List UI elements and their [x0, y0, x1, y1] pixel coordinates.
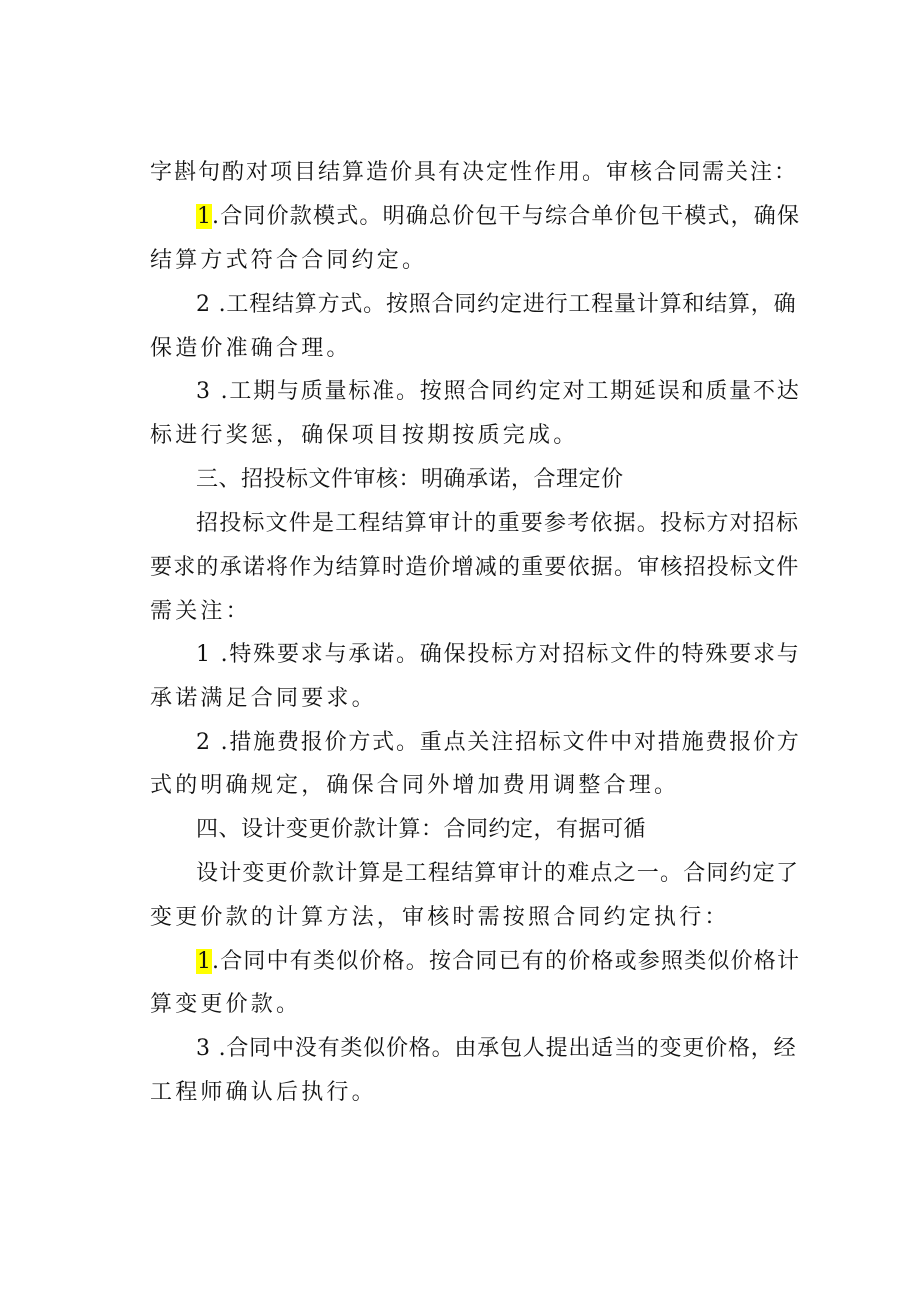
list-item-line: 2 .工程结算方式。按照合同约定进行工程量计算和结算，确 — [196, 292, 797, 317]
paragraph-line: 需关注： — [150, 599, 251, 624]
list-item-line: 3 .工期与质量标准。按照合同约定对工期延误和质量不达 — [196, 379, 801, 404]
list-item-line — [196, 947, 800, 977]
list-item-line — [196, 202, 800, 232]
paragraph-line: 设计变更价款计算是工程结算审计的难点之一。合同约定了 — [196, 861, 800, 886]
list-item-text: .合同价款模式。明确总价包干与综合单价包干模式，确保 — [212, 204, 801, 229]
highlighted-number: 1 — [197, 204, 211, 229]
paragraph-line: 招投标文件是工程结算审计的重要参考依据。投标方对招标 — [196, 511, 800, 536]
list-item-line: 算变更价款。 — [150, 992, 302, 1017]
list-item-line: 2 .措施费报价方式。重点关注招标文件中对措施费报价方 — [196, 730, 801, 755]
list-item-line: 式的明确规定，确保合同外增加费用调整合理。 — [150, 773, 680, 798]
paragraph-line: 字斟句酌对项目结算造价具有决定性作用。审核合同需关注： — [150, 160, 799, 185]
paragraph-line: 变更价款的计算方法，审核时需按照合同约定执行： — [150, 905, 730, 930]
list-item-line: 3 .合同中没有类似价格。由承包人提出适当的变更价格，经 — [196, 1036, 797, 1061]
list-item-line: 标进行奖惩，确保项目按期按质完成。 — [150, 423, 579, 448]
list-item-line: 保造价准确合理。 — [150, 336, 352, 361]
highlighted-number: 1 — [197, 949, 211, 974]
section-heading: 四、设计变更价款计算：合同约定，有据可循 — [196, 817, 647, 842]
list-item-line: 承诺满足合同要求。 — [150, 686, 377, 711]
paragraph-line: 要求的承诺将作为结算时造价增减的重要依据。审核招投标文件 — [150, 555, 800, 580]
list-item-line: 工程师确认后执行。 — [150, 1080, 377, 1105]
list-item-text: .合同中有类似价格。按合同已有的价格或参照类似价格计 — [212, 949, 801, 974]
section-heading: 三、招投标文件审核：明确承诺，合理定价 — [196, 467, 624, 492]
list-item-line: 1 .特殊要求与承诺。确保投标方对招标文件的特殊要求与 — [196, 642, 801, 667]
list-item-line: 结算方式符合合同约定。 — [150, 248, 428, 273]
